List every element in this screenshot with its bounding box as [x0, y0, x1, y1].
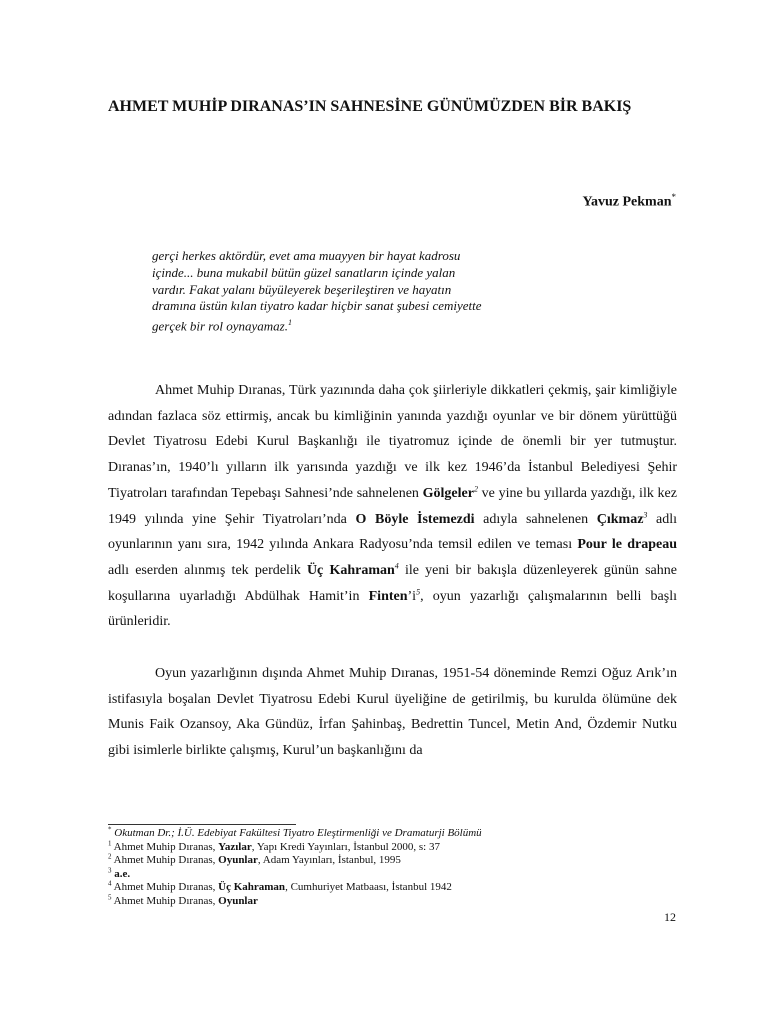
p1-text: adıyla sahnelenen [474, 511, 597, 527]
footnote-text: Okutman Dr.; İ.Ü. Edebiyat Fakültesi Tiyatro Eleştirmenliği ve Dramaturji Bölümü [114, 827, 482, 839]
epigraph-footnote-ref: 1 [288, 318, 292, 328]
p1-text: ve yine bu yıllarda yazdığı, ilk kez 1949 yılında yine Şehir Tiyatroları’nda [108, 485, 677, 527]
p2-text: Oyun yazarlığının dışında Ahmet Muhip Dıranas, 1951-54 döneminde Remzi Oğuz Arık’ın istifasıyla boşalan Devlet Tiyatrosu Edebi Kurul üyeliğine de getirilmiş, bu kurulda ölümüne dek Munis Faik Ozansoy, Aka Gündüz, İrfan Şahinbaş, Bedrettin Tuncel, Metin And, Özdemir Nutku gibi isimlerle birlikte çalışmış, Kurul’un başkanlığını da [108, 666, 677, 759]
footnote-divider [108, 824, 296, 825]
footnote-work-title: Oyunlar [218, 854, 258, 867]
author-footnote-mark: * [671, 192, 676, 202]
p1-text: adlı eserden alınmış tek perdelik [108, 562, 307, 578]
footnote-ref-3: 3 [643, 509, 648, 519]
footnote-ref-2: 2 [473, 484, 478, 494]
epigraph-text: gerçi herkes aktördür, evet ama muayyen bir hayat kadrosu içinde... buna mukabil bütün güzel sanatların içinde yalan vardır. Fakat yalanı büyüleyerek beşerileştiren ve hayatın dramına üstün kılan tiyatro kadar hiçbir sanat şubesi cemiyette gerçek bir rol oynayamaz. [152, 248, 482, 334]
work-title-cikmaz: Çıkmaz [596, 511, 644, 527]
footnote-work-title: Üç Kahraman [218, 881, 286, 894]
page-number: 12 [664, 910, 676, 924]
footnote-4 [108, 881, 668, 895]
footnote-2 [108, 854, 668, 868]
footnote-text: , Adam Yayınları, İstanbul, 1995 [257, 854, 401, 867]
work-title-o-boyle-istemezdi: O Böyle İstemezdi [355, 511, 475, 527]
work-title-pour-le-drapeau: Pour le drapeau [577, 537, 677, 553]
footnote-text: , Yapı Kredi Yayınları, İstanbul 2000, s: 37 [251, 840, 440, 853]
body-paragraph-2 [108, 661, 677, 764]
footnote-text: Ahmet Muhip Dıranas, [113, 854, 219, 867]
footnote-text: Ahmet Muhip Dıranas, [113, 881, 219, 894]
article-title: AHMET MUHİP DIRANAS’IN SAHNESİNE GÜNÜMÜZDEN BİR BAKIŞ [108, 98, 632, 115]
footnote-mark: 2 [108, 852, 112, 861]
work-title-golgeler: Gölgeler [422, 485, 474, 501]
footnote-work-title: a.e. [114, 867, 131, 880]
footnote-3 [108, 868, 668, 882]
footnote-1 [108, 838, 668, 855]
footnote-mark: 1 [108, 838, 112, 847]
footnote-text: , Cumhuriyet Matbaası, İstanbul 1942 [285, 881, 452, 894]
footnote-text: Ahmet Muhip Dıranas, [113, 894, 219, 907]
footnote-work-title: Oyunlar [218, 894, 258, 907]
footnote-work-title: Yazılar [218, 840, 252, 853]
body-paragraph-1 [108, 378, 677, 635]
footnote-mark: 4 [108, 879, 112, 888]
footnote-ref-4: 4 [394, 561, 399, 571]
footnote-mark: 5 [108, 893, 112, 902]
footnotes [108, 827, 668, 909]
p1-text: ’i [407, 588, 417, 604]
author-line [582, 192, 676, 211]
p1-text: ile yeni bir bakışla düzenleyerek günün sahne koşullarına uyarladığı Abdülhak Hamit’in [108, 562, 677, 604]
footnote-mark: * [108, 825, 112, 834]
work-title-uc-kahraman: Üç Kahraman [306, 562, 395, 578]
epigraph-quote [152, 248, 482, 335]
p1-text: adlı oyunlarının yanı sıra, 1942 yılında Ankara Radyosu’nda temsil edilen ve teması [108, 511, 678, 553]
footnote-text: Ahmet Muhip Dıranas, [113, 840, 219, 853]
footnote-author [108, 827, 668, 841]
author-name: Yavuz Pekman [582, 194, 672, 210]
work-title-finten: Finten [368, 588, 408, 604]
footnote-mark: 3 [108, 866, 112, 875]
p1-text: Ahmet Muhip Dıranas, Türk yazınında daha çok şiirleriyle dikkatleri çekmiş, şair kimliğiyle adından fazlaca söz ettirmiş, ancak bu kimliğinin yanında yazdığı oyunlar ve bir dönem yürüttüğü Devlet Tiyatrosu Edebi Kurul Başkanlığı ile tiyatromuz içinde de önemli bir yer tutmuştur. Dıranas’ın, 1940’lı yılların ilk yarısında yazdığı ve ilk kez 1946’da İstanbul Belediyesi Şehir Tiyatroları tarafından Tepebaşı Sahnesi’nde sahnelenen [108, 383, 677, 501]
footnote-ref-5: 5 [416, 586, 421, 596]
footnote-5 [108, 895, 668, 909]
p1-text: , oyun yazarlığı çalışmalarının belli başlı ürünleridir. [108, 588, 678, 630]
